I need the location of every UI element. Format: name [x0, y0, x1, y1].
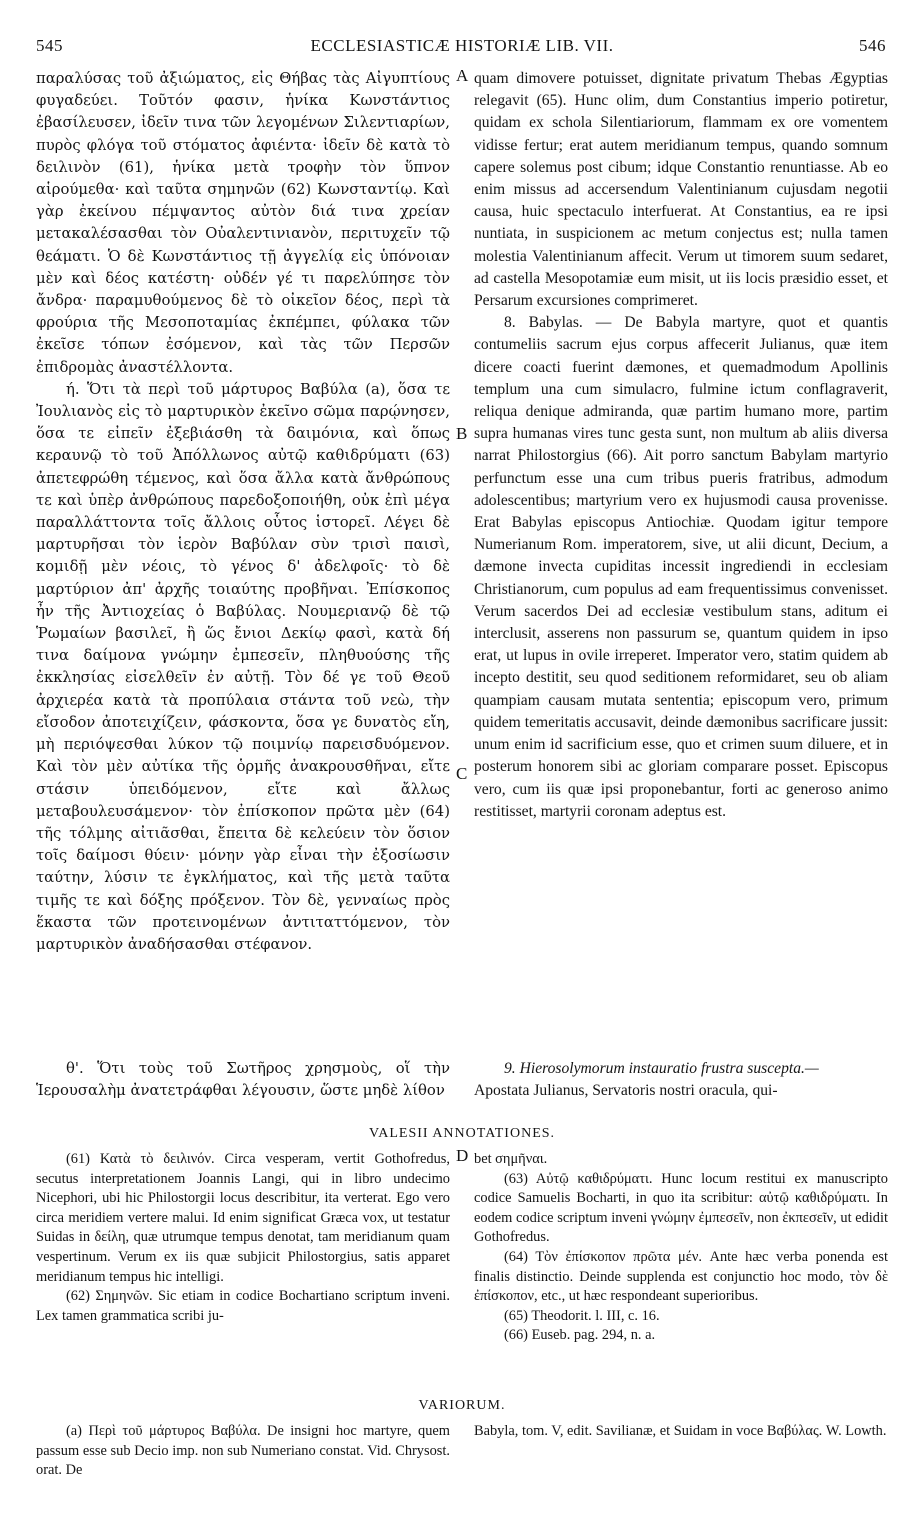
- latin-paragraph: 8. Babylas. — De Babyla martyre, quot et quantis contumeliis sacrum ejus corpus affecerit Julianus, quæ item dicere coacti fuerint dæmones, et quemadmodum Apollinis templum una cum simulacro, fulmine ictum conflagraverit, reliqua denique admiranda, quæ partim humano more, partim supra humanas vires tunc gesta sunt, non multum ab aliis diversa narrat Philostorgius (66). Ait porro sanctum Babylam martyrio perfunctum esse una cum tribus pueris fratribus, admodum adolescentibus; martyrium vero ex hujusmodi causa provenisse. Erat Babylas episcopus Antiochiæ. Quodam igitur tempore Numerianum Rom. imperatorem, sive, ut alii dicunt, Decium, a dæmone invecta cupiditas incessit ingrediendi in ecclesiam Christianorum, cum populus ad eam frequentissimus convenisset. Verum sacerdos Dei ad ecclesiæ vestibulum stans, aditum ei interclusit, asserens non passurum se, quantum quidem in ipso erat, ut lupus in ovile irreperet. Imperator vero, statim quidem ab incepto destitit, seu quod seditionem reformidaret, seu ob aliam quampiam causam mutata sententia; episcopum vero, primum quidem temeritatis accusavit, deinde dæmonibus sacrificare jussit: unum enim id sacrificium esse, quo et crimen suum diluere, et in posterum honorem sibi ac gloriam comparare posset. Episcopus vero, cum iis quæ ipsi proponebantur, forti ac generoso animo restitisset, martyrii coronam adeptus est.: [474, 314, 888, 820]
- variorum-note-right: [474, 1422, 888, 1442]
- running-title: ECCLESIASTICÆ HISTORIÆ LIB. VII.: [310, 36, 614, 55]
- note: (64) Τὸν ἐπίσκοπον πρῶτα μέν. Ante hæc verba ponenda est finalis distinctio. Deinde supplenda est conjunctio hoc modo, τὸν δὲ ἐπίσκοπον, etc., ut hæc respondeant superioribus.: [474, 1248, 888, 1305]
- note: Babyla, tom. V, edit. Savilianæ, et Suidam in voce Βαβύλας. W. Lowth.: [474, 1423, 887, 1439]
- latin-column: [474, 68, 888, 823]
- section9-greek: [36, 1058, 450, 1102]
- section9-latin: [474, 1058, 888, 1102]
- margin-letter-a: A: [456, 66, 469, 85]
- note: bet σημῆναι.: [474, 1151, 548, 1167]
- note: (61) Κατὰ τὸ δειλινόν. Circa vesperam, vertit Gothofredus, secutus interpretationem Joannis Langi, qui in libro undecimo Nicephori, ubi hic Philostorgii locus describitur, ita verterat. Ego vero circa meridiem vertere malui. Id enim significat Græca vox, ut testatur Suidas in δείλη, quæ utrumque tempus denotat, tam meridianum quam vespertinum. Verum ex iis quæ subjicit Philostorgius, satis apparet meridianum tempus hic intelligi.: [36, 1151, 450, 1285]
- margin-letter-c: C: [456, 764, 468, 783]
- page-number-right: 546: [859, 36, 886, 55]
- section9-latin-text: Apostata Julianus, Servatoris nostri oracula, qui-: [474, 1082, 778, 1100]
- note: (62) Σημηνῶν. Sic etiam in codice Bochartiano scriptum inveni. Lex tamen grammatica scribi ju-: [36, 1288, 450, 1324]
- valesii-heading: VALESII ANNOTATIONES.: [368, 1126, 556, 1141]
- page-number-left: 545: [36, 36, 63, 55]
- note: (63) Αὐτῷ καθιδρύματι. Hunc locum restitui ex manuscripto codice Samuelis Bocharti, in quo ita scribitur: αὐτῷ καθιδρύματι. In eodem codice scriptum inveni γνώμην ἐμπεσεῖν, non ἐκπεσεῖν, ut edidit Gothofredus.: [474, 1170, 888, 1246]
- section9-greek-text: θ'. Ὅτι τοὺς τοῦ Σωτῆρος χρησμοὺς, οἵ τὴν Ἱερουσαλὴμ ἀνατετράφθαι λέγουσιν, ὥστε μηδὲ λίθον: [36, 1060, 450, 1100]
- section9-title: 9. Hierosolymorum instauratio frustra suscepta.—: [504, 1060, 819, 1077]
- latin-paragraph: quam dimovere potuisset, dignitate privatum Thebas Ægyptias relegavit (65). Hunc olim, dum Constantius imperio potiretur, quidam ex schola Silentiariorum, flammam ex ore vomentem vidisse fertur; erat autem meridianum tempus, quando somnum capere solemus post cibum; idque Constantio renuntiasse. Ab eo enim missus ad accersendum Valentinianum cujusdam negotii causa, huic spectaculo interfuerat. At Constantius, ea re ipsi nuntiata, in suspicionem ac metum conjectus est; nulla tamen molestia Valentinianum affecit. Verum ut timorem suum sedaret, ad castella Mesopotamiæ eum misit, ut iis locis præsidio esset, et Persarum excursiones comprimeret.: [474, 70, 888, 310]
- greek-paragraph: ή. Ὅτι τὰ περὶ τοῦ μάρτυρος Βαβύλα (a), ὅσα τε Ἰουλιανὸς εἰς τὸ μαρτυρικὸν ἐκεῖνο σῶμα παρῴνησεν, ὅσα τε εἰπεῖν ἐξεβιάσθη τὰ δαιμόνια, καὶ ὅπως κεραυνῷ τὸ τοῦ Ἀπόλλωνος αὐτῷ καθιδρύματι (63) ἀπετεφρώθη τέμενος, καὶ ὅσα ἄλλα κατὰ ἄνθρώπους τε καὶ ὑπὲρ ἀνθρώπους παρεδοξοποιήθη, οὐκ ἐπὶ μέγα παραλλάττοντα τοῖς ἄλλοις οὗτος ἱστορεῖ. Λέγει δὲ μαρτυρῆσαι τὸν ἱερὸν Βαβύλαν σὺν τρισὶ παισὶ, κομιδῇ μὲν νέοις, τὸ γένος δ' ἀδελφοῖς· τὸ δὲ μαρτύριον ἀπ' ἀρχῆς τοιαύτης προβῆναι. Ἐπίσκοπος ἦν τῆς Ἀντιοχείας ὁ Βαβύλας. Νουμεριανῷ δὲ τῷ Ῥωμαίων βασιλεῖ, ἢ ὥς ἔνιοι Δεκίῳ φασὶ, κατὰ δή τινα δαίμονα γνώμην ἐμπεσεῖν, πληθυούσης τῆς ἐκκλησίας εἰσελθεῖν ἐν αὐτῇ. Τὸν δέ γε τοῦ Θεοῦ ἀρχιερέα κατὰ τὰ προπύλαια στάντα τοῦ νεὼ, τὴν εἴσοδον ἀποτειχίζειν, φάσκοντα, ὅσα γε δυνατὸς εἴη, μὴ περιόψεσθαι λύκον τῷ ποιμνίῳ παρεισδυόμενον. Καὶ τὸν μὲν αὐτίκα τῆς ὁρμῆς ἀνακρουσθῆναι, εἴτε στάσιν ὑπειδόμενον, εἴτε καὶ ἄλλως μεταβουλευσάμενον· τὸν ἐπίσκοπον πρῶτα μὲν (64) τῆς τόλμης αἰτιᾶσθαι, ἔπειτα δὲ κελεύειν τὸν ὅσιον τοῖς δαίμοσι θύειν· μόνην γὰρ εἶναι τὴν ἐξοσίωσιν ταύτην, λύσιν τε ἐγκλήματος, καὶ τῆς μετὰ ταῦτα τιμῆς τε καὶ δόξης πρόξενον. Τὸν δὲ, γενναίως πρὸς ἕκαστα τῶν προτεινομένων ἀντιταττόμενον, τὸν μαρτυρικὸν ἀναδήσασθαι στέφανον.: [36, 380, 450, 953]
- valesii-notes-left: [36, 1150, 450, 1326]
- variorum-note-left: [36, 1422, 450, 1481]
- variorum-heading: VARIORUM.: [418, 1398, 506, 1413]
- note: (66) Euseb. pag. 294, n. a.: [504, 1327, 656, 1344]
- greek-paragraph: παραλύσας τοῦ ἀξιώματος, εἰς Θήβας τὰς Αἰγυπτίους φυγαδεύει. Τοῦτόν φασιν, ἡνίκα Κωνστάντιος ἐβασίλευσεν, ἰδεῖν τινα τῶν λεγομένων Σιλεντιαρίων, πυρὸς φλόγα τοῦ στόματος ἀφιέντα· ἰδεῖν δὲ κατὰ τὸ δειλινὸν (61), ἡνίκα μετὰ τροφὴν τὸν ὕπνον αἱρούμεθα· καὶ ταῦτα σημηνῶν (62) Κωνσταντίῳ. Καὶ γὰρ ἐκείνου πέμψαντος αὐτὸν διά τινα χρείαν μετακαλέσασθαι τὸν Οὐαλεντινιανὸν, περιτυχεῖν τῷ θεάματι. Ὁ δὲ Κωνστάντιος τῇ ἀγγελίᾳ εἰς ὑπόνοιαν μὲν καὶ δέος κατέστη· οὐδέν γέ τι παρελύπησε τὸν ἄνδρα· παραμυθούμενος δὲ τὸ οἰκεῖον δέος, περὶ τὰ φρούρια τῆς Μεσοποταμίας ἐκπέμπει, φύλακα τῶν ἐκεῖσε τόπων ἐσόμενον, καὶ τὰς τῶν Περσῶν ἐπιδρομὰς ἀναστέλλοντα.: [36, 70, 450, 376]
- greek-column: [36, 68, 450, 956]
- note: (a) Περὶ τοῦ μάρτυρος Βαβύλα. De insigni hoc martyre, quem passum esse sub Decio imp. non sub Numeriano constat. Vid. Chrysost. orat. De: [36, 1423, 450, 1479]
- margin-letter-b: B: [456, 424, 468, 443]
- note: (65) Theodorit. l. III, c. 16.: [504, 1307, 660, 1324]
- margin-letter-d: D: [456, 1146, 469, 1165]
- valesii-notes-right: [474, 1150, 888, 1346]
